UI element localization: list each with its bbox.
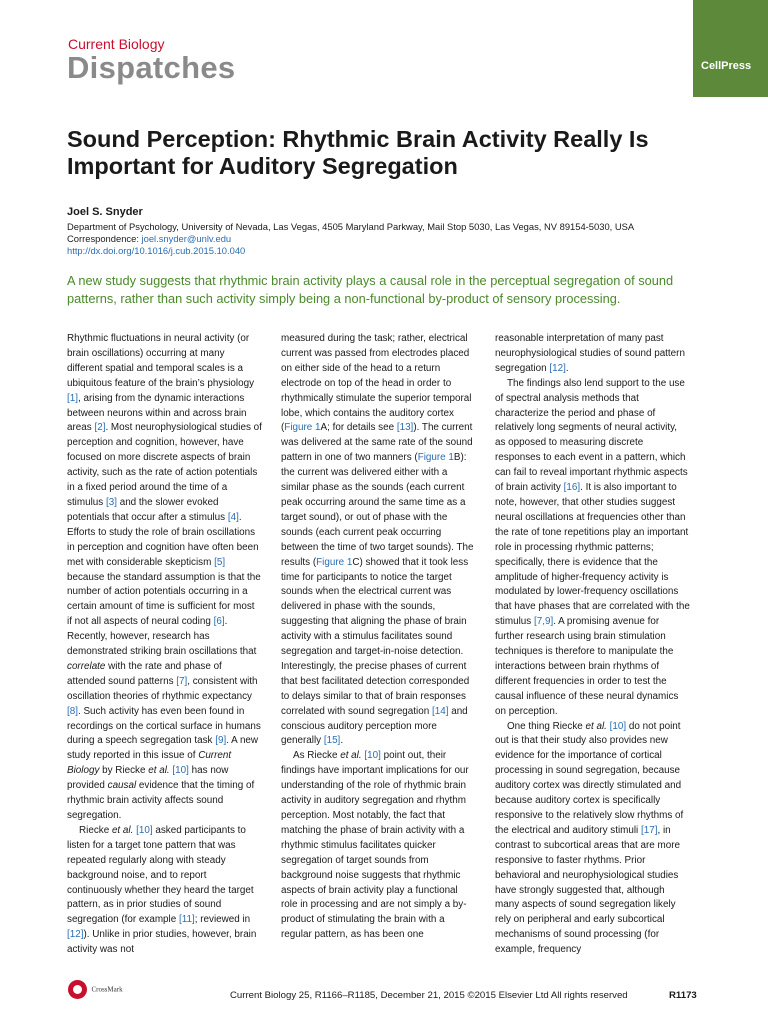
paragraph (495, 720, 690, 959)
text-run: and conscious auditory perception more generally (281, 705, 468, 747)
paragraph (495, 377, 690, 720)
text-run: evidence that the timing of rhythmic brain activity affects sound segregation. (67, 780, 255, 821)
body-column-2 (281, 332, 476, 943)
abstract: A new study suggests that rhythmic brain activity plays a causal role in the perceptual segregation of sound patterns, rather than such activity simply being a non-functional by-product of sensory processing. (67, 273, 674, 306)
text-run: A; for details see (320, 422, 397, 434)
citation-link[interactable]: [2] (94, 422, 106, 434)
citation-link[interactable]: [10] (172, 765, 189, 777)
citation-link[interactable]: [4] (227, 511, 239, 523)
text-run: do not point out is that their study also provides new evidence for the importance of cortical processing in sound segregation, because auditory cortex was directly stimulated and because auditory cortex is specifically responsive to the relatively slow rhythms of the electrical and auditory stimuli (495, 720, 684, 836)
text-run: B): the current was delivered either with a similar phase as the sounds (each current peak occurring around the same time as a target sound), or out of phase with the sounds (each current peak occurring between the time of two target sounds). The results ( (281, 452, 474, 568)
figure-link[interactable]: Figure 1 (417, 452, 454, 464)
citation-link[interactable]: [15] (323, 735, 341, 747)
citation-link[interactable]: [7,9] (533, 616, 554, 628)
text-run: . A promising avenue for further research using brain stimulation techniques is therefore to manipulate the interactions between brain rhythms of different frequencies in order to test the causal influence of these neural dynamics on perception. (495, 616, 679, 717)
citation-link[interactable]: [10] (364, 750, 381, 762)
article-title: Sound Perception: Rhythmic Brain Activity Really Is Important for Auditory Segregation (67, 126, 649, 179)
citation-link[interactable]: [13] (396, 422, 414, 434)
text-run: asked participants to listen for a target tone pattern that was repeated regularly along with steady background noise, and to report continuously whether they heard the target pattern, as in prior studies of sound segregation (for example (67, 824, 254, 926)
text-run: Rhythmic fluctuations in neural activity (or brain oscillations) occurring at many different spatial and temporal scales is a ubiquitous feature of the brain’s physiology (67, 333, 255, 389)
author-name: Joel S. Snyder (67, 206, 143, 218)
text-run: . Most neurophysiological studies of perception and cognition, however, have focused on more discrete aspects of brain activity, such as the rate of action potentials in a fixed period around the time of a stimulus (67, 422, 262, 508)
text-run: . Such activity has even been found in recordings on the cortical surface in humans during a speech segregation task (67, 705, 261, 747)
author-meta (67, 221, 634, 257)
text-run: . Efforts to study the role of brain oscillations in perception and cognition have often been met with considerable skepticism (67, 511, 259, 568)
text-run: measured during the task; rather, electrical current was passed from electrodes placed on either side of the head to a return electrode on top of the head in order to rhythmically stimulate the superior temporal lobe, which contains the auditory cortex ( (281, 333, 472, 434)
page-number: R1173 (669, 990, 697, 1001)
citation-link[interactable]: [12] (549, 362, 566, 374)
text-run: ). The current was delivered at the same rate of the sound pattern in one of two manners ( (281, 422, 473, 464)
journal-name: Current Biology (68, 36, 165, 52)
paragraph (281, 749, 476, 943)
text-run: . Recently, however, research has demonstrated striking brain oscillations that (67, 616, 257, 658)
crossmark-badge[interactable] (68, 980, 123, 999)
citation-link[interactable]: [5] (214, 556, 226, 568)
text-run: , consistent with oscillation theories of rhythmic expectancy (67, 675, 258, 702)
figure-link[interactable]: Figure 1 (284, 422, 321, 434)
body-column-3 (495, 332, 690, 958)
italic-text: Current Biology (67, 750, 232, 777)
correspondence (67, 233, 634, 245)
crossmark-icon (68, 980, 87, 999)
figure-link[interactable]: Figure 1 (316, 556, 353, 568)
text-run: , arising from the dynamic interactions between neurons within and across brain areas (67, 392, 247, 434)
text-run: ; reviewed in (194, 914, 251, 926)
text-run: has now provided (67, 765, 229, 792)
text-run: by Riecke (99, 765, 149, 777)
affiliation: Department of Psychology, University of Nevada, Las Vegas, 4505 Maryland Parkway, Mail Stop 5030, Las Vegas, NV 89154-5030, USA (67, 221, 635, 232)
text-run: ). Unlike in prior studies, however, brain activity was not (67, 929, 257, 956)
paragraph (495, 332, 690, 377)
citation-link[interactable]: [6] (213, 616, 225, 628)
citation-link[interactable]: [1] (67, 392, 78, 404)
italic-text: correlate (67, 660, 106, 672)
section-name: Dispatches (67, 50, 236, 85)
citation-link[interactable]: [7] (176, 675, 188, 687)
text-run: reasonable interpretation of many past neurophysiological studies of sound pattern segregation (495, 333, 685, 374)
text-run: . A new study reported in this issue of (67, 735, 259, 762)
text-run: . (565, 362, 569, 374)
italic-text: et al. (585, 720, 607, 732)
correspondence-email-link[interactable]: joel.snyder@unlv.edu (141, 233, 232, 244)
paragraph (67, 824, 262, 958)
footer-citation: Current Biology 25, R1166–R1185, December 21, 2015 ©2015 Elsevier Ltd All rights reserved (230, 990, 628, 1001)
italic-text: causal (107, 780, 137, 792)
correspondence-label: Correspondence: (67, 233, 142, 244)
text-run: with the rate and phase of attended sound patterns (67, 660, 222, 687)
body-column-1 (67, 332, 262, 958)
text-run: As Riecke (293, 750, 341, 762)
text-run: , in contrast to subcortical areas that are more responsive to faster rhythms. Prior behavioral and neurophysiological studies have strongly suggested that, although many aspects of sound segregation likely rely on peripheral and early subcortical mechanisms of sound processing (for example, frequency (495, 824, 680, 956)
citation-link[interactable]: [10] (609, 720, 627, 732)
citation-link[interactable]: [14] (431, 705, 449, 717)
italic-text: et al. (111, 824, 134, 836)
paragraph (67, 332, 262, 824)
paragraph (281, 332, 476, 749)
text-run: . It is also important to note, however, that other studies suggest neural oscillations at frequencies other than the rate of tone repetitions play an important role in processing rhythmic patterns; specifically, there is evidence that the amplitude of higher-frequency activity is modulated by lower-frequency oscillations that have phases that are correlated with the stimulus (495, 482, 690, 628)
citation-link[interactable]: [8] (67, 705, 78, 717)
citation-link[interactable]: [9] (215, 735, 227, 747)
text-run: One thing Riecke (507, 720, 586, 732)
text-run: because the standard assumption is that the number of action potentials occurring in a certain amount of time is sufficient for most if not all aspects of neural coding (67, 571, 261, 628)
text-run: The findings also lend support to the use of spectral analysis methods that characterize the period and phase of relatively long segments of neural activity, as opposed to measuring discrete responses to each event in a pattern, which can fail to reveal important rhythmic aspects of brain activity (495, 377, 688, 494)
text-run: Riecke (79, 824, 112, 836)
citation-link[interactable]: [11] (178, 914, 195, 926)
text-run: C) showed that it took less time for participants to notice the target sounds when the electrical current was delivered in phase with the sounds, suggesting that aligning the phase of brain activity with a stimulus facilitates sound segregation and target-in-noise detection. Interestingly, the precise phases of current that best facilitated detection corresponded to delays similar to that of brain responses correlated with sound segregation (281, 556, 470, 717)
italic-text: et al. (340, 750, 362, 762)
publisher-logo-text: CellPress (701, 60, 752, 72)
publisher-logo (693, 0, 768, 97)
citation-link[interactable]: [12] (67, 929, 84, 941)
doi-link[interactable]: http://dx.doi.org/10.1016/j.cub.2015.10.040 (67, 245, 246, 256)
citation-link[interactable]: [3] (105, 496, 117, 508)
italic-text: et al. (148, 765, 170, 777)
text-run: . (340, 735, 344, 747)
citation-link[interactable]: [17] (641, 824, 658, 836)
citation-link[interactable]: [10] (136, 824, 153, 836)
citation-link[interactable]: [16] (563, 482, 581, 494)
crossmark-label: CrossMark (91, 985, 123, 994)
text-run: and the slower evoked potentials that occur after a stimulus (67, 496, 228, 523)
text-run: point out, their findings have important implications for our understanding of the role of rhythmic brain activity in auditory segregation and rhythm perception. Most notably, the fact that matching the phase of brain activity with a rhythmic stimulus facilitates quicker segregation of target sounds from background noise suggests that rhythmic aspects of brain activity play a functional role in processing and are not simply a by-product of stimulating the brain with a regular pattern, as has been one (281, 750, 469, 941)
